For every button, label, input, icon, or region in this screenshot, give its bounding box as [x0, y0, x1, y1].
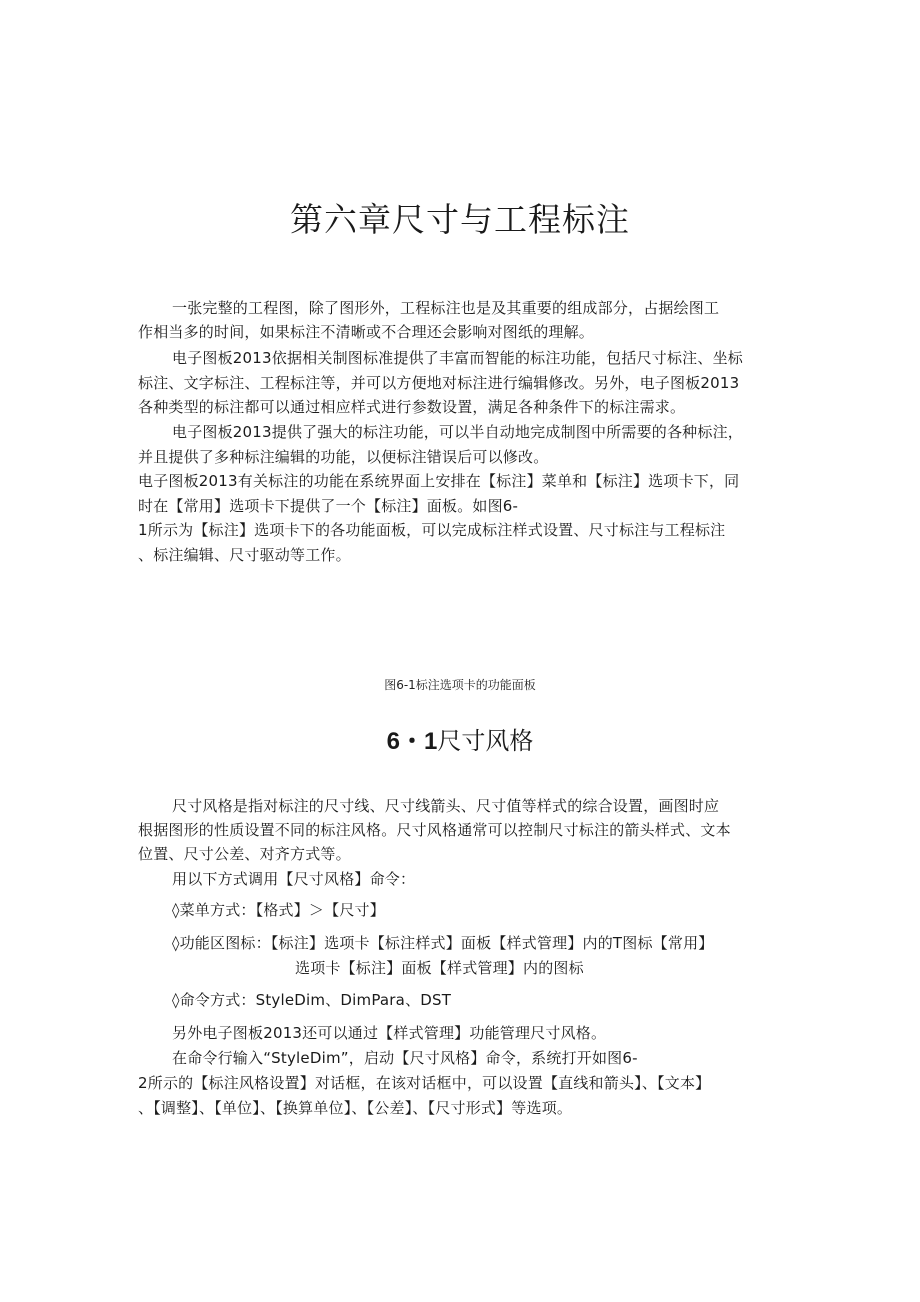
section-number: 6・1: [386, 728, 438, 755]
paragraph-line: 各种类型的标注都可以通过相应样式进行参数设置，满足各种条件下的标注需求。: [138, 398, 686, 416]
paragraph-line: 尺寸风格是指对标注的尺寸线、尺寸线箭头、尺寸值等样式的综合设置，画图时应: [172, 797, 720, 815]
paragraph-line: 时在【常用】选项卡下提供了一个【标注】面板。如图6-: [138, 497, 519, 515]
chapter-title: 第六章尺寸与工程标注: [290, 200, 630, 239]
paragraph-line: 另外电子图板2013还可以通过【样式管理】功能管理尺寸风格。: [172, 1024, 607, 1042]
paragraph-line: 根据图形的性质设置不同的标注风格。尺寸风格通常可以控制尺寸标注的箭头样式、文本: [138, 821, 731, 839]
paragraph-line: 电子图板2013有关标注的功能在系统界面上安排在【标注】菜单和【标注】选项卡下，同: [138, 472, 740, 490]
paragraph-line: 位置、尺寸公差、对齐方式等。: [138, 845, 351, 863]
paragraph-line: 2所示的【标注风格设置】对话框，在该对话框中，可以设置【直线和箭头】、【文本】: [138, 1074, 711, 1092]
paragraph-line: 在命令行输入“StyleDim”，启动【尺寸风格】命令，系统打开如图6-: [172, 1049, 638, 1067]
paragraph-line: 1所示为【标注】选项卡下的各功能面板，可以完成标注样式设置、尺寸标注与工程标注: [138, 521, 726, 539]
paragraph-line: 作相当多的时间，如果标注不清晰或不合理还会影响对图纸的理解。: [138, 323, 595, 341]
paragraph-line: 电子图板2013提供了强大的标注功能，可以半自动地完成制图中所需要的各种标注，: [172, 423, 743, 441]
section-title-text: 尺寸风格: [437, 727, 534, 755]
list-item: ◊命令方式：StyleDim、DimPara、DST: [172, 991, 452, 1009]
paragraph-line: 电子图板2013依据相关制图标准提供了丰富而智能的标注功能，包括尺寸标注、坐标: [172, 349, 743, 367]
paragraph-line: 、【调整】、【单位】、【换算单位】、【公差】、【尺寸形式】等选项。: [138, 1099, 573, 1117]
paragraph-line: 一张完整的工程图，除了图形外，工程标注也是及其重要的组成部分，占据绘图工: [172, 299, 720, 317]
section-title: [0, 723, 920, 760]
paragraph-line: 并且提供了多种标注编辑的功能，以便标注错误后可以修改。: [138, 448, 549, 466]
list-item: ◊功能区图标：【标注】选项卡【标注样式】面板【样式管理】内的T图标【常用】: [172, 934, 714, 952]
list-item-continuation: 选项卡【标注】面板【样式管理】内的图标: [295, 959, 584, 977]
paragraph-line: 标注、文字标注、工程标注等，并可以方便地对标注进行编辑修改。另外，电子图板2013: [138, 374, 740, 392]
paragraph-line: 、标注编辑、尺寸驱动等工作。: [138, 546, 351, 564]
figure-caption: 图6-1标注选项卡的功能面板: [384, 678, 536, 692]
list-item: ◊菜单方式：【格式】＞【尺寸】: [172, 901, 385, 919]
paragraph-line: 用以下方式调用【尺寸风格】命令：: [172, 870, 416, 888]
